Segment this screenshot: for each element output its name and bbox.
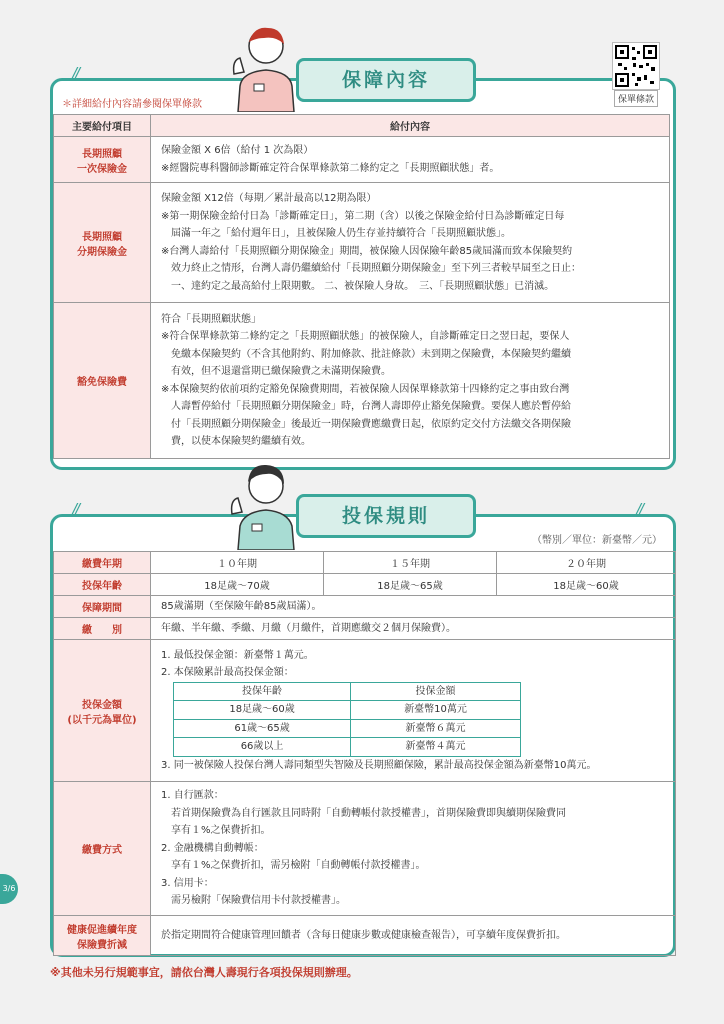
qr-label: 保單條款 (614, 90, 658, 107)
table-row (54, 137, 670, 183)
currency-note: （幣別／單位：新臺幣／元） (532, 535, 662, 546)
row-label: 投保年齡 (54, 574, 151, 596)
qr-code[interactable] (612, 42, 660, 90)
inner-header-amount: 投保金額 (351, 682, 521, 701)
rules-title: 投保規則 (296, 494, 476, 538)
issue-age-15: 18足歲～65歲 (324, 574, 497, 596)
amount-content: 1. 最低投保金額：新臺幣１萬元。 2. 本保險累計最高投保金額： 投保年齡 投保金額 18足歲～60歲 新臺幣10萬元 61歲～65歲 新臺幣６萬元 66歲以上 新臺幣４萬元 3. 同一被保險人投保台灣人壽同類型失智險及長期照顧保險，累計最高投保金額為新臺幣10萬元。 (151, 640, 676, 782)
row-label: 繳費方式 (54, 782, 151, 916)
row-label: 投保金額 (以千元為單位) (54, 640, 151, 782)
row-label: 健康促進續年度 保險費折減 (54, 916, 151, 956)
decor-slash: // (72, 64, 79, 82)
table-row (54, 303, 670, 459)
pay-years-10: １０年期 (151, 552, 324, 574)
max-amount-table (173, 682, 521, 757)
row-label: 繳費年期 (54, 552, 151, 574)
decor-slash: // (636, 500, 643, 518)
col-header-item: 主要給付項目 (54, 115, 151, 137)
inner-header-age: 投保年齡 (174, 682, 351, 701)
issue-age-20: 18足歲～60歲 (497, 574, 676, 596)
decor-slash: // (72, 500, 79, 518)
coverage-note: ＊詳細給付內容請參閱保單條款 (62, 99, 202, 110)
pay-years-15: １５年期 (324, 552, 497, 574)
inner-row: 18足歲～60歲 新臺幣10萬元 (174, 701, 521, 720)
table-row (54, 596, 676, 618)
coverage-table (53, 114, 670, 459)
rules-table (53, 551, 676, 956)
table-row (54, 183, 670, 303)
table-row (54, 552, 676, 574)
payment-method-content: 1. 自行匯款： 若首期保險費為自行匯款且同時附「自動轉帳付款授權書」，首期保險費即與續期保險費同 享有１%之保費折扣。 2. 金融機構自動轉帳： 享有１%之保費折扣，需另檢附「自動轉帳付款授權書」。 3. 信用卡： 需另檢附「保險費信用卡付款授權書」。 (151, 782, 676, 916)
table-row (54, 574, 676, 596)
page-indicator: 3/6 (0, 874, 18, 904)
footer-note: ※其他未另行規範事宜，請依台灣人壽現行各項投保規則辦理。 (50, 966, 358, 979)
inner-row: 66歲以上 新臺幣４萬元 (174, 738, 521, 757)
row-label: 繳 別 (54, 618, 151, 640)
health-discount: 於指定期間符合健康管理回饋者（含每日健康步數或健康檢查報告），可享續年度保費折扣。 (151, 916, 676, 956)
nurse-illustration (224, 16, 296, 112)
qr-code-pattern (613, 43, 659, 89)
row-label: 豁免保險費 (54, 303, 151, 459)
col-header-content: 給付內容 (151, 115, 670, 137)
row-label: 長期照顧 一次保險金 (54, 137, 151, 183)
payment-mode: 年繳、半年繳、季繳、月繳（月繳件，首期應繳交２個月保險費）。 (151, 618, 676, 640)
issue-age-10: 18足歲～70歲 (151, 574, 324, 596)
doctor-illustration (226, 454, 298, 550)
coverage-title: 保障內容 (296, 58, 476, 102)
table-row (54, 618, 676, 640)
table-row (54, 782, 676, 916)
row-label: 長期照顧 分期保險金 (54, 183, 151, 303)
inner-row: 61歲～65歲 新臺幣６萬元 (174, 719, 521, 738)
row-content: 保險金額 X 6倍（給付 1 次為限） ※經醫院專科醫師診斷確定符合保單條款第二條約定之「長期照顧狀態」者。 (151, 137, 670, 183)
row-label: 保障期間 (54, 596, 151, 618)
row-content: 保險金額 X12倍（每期／累計最高以12期為限） ※第一期保險金給付日為「診斷確定日」，第二期（含）以後之保險金給付日為診斷確定日每 屆滿一年之「給付週年日」，且被保險人仍生存並持續符合「長期照顧狀態」。 ※台灣人壽給付「長期照顧分期保險金」期間，被保險人因保險年齡85歲屆滿而致本保險契約 效力終止之情形，台灣人壽仍繼續給付「長期照顧分期保險金」至下列三者較早屆至之日止： 一、達約定之最高給付上限期數。 二、被保險人身故。 三、「長期照顧狀態」已消滅。 (151, 183, 670, 303)
table-row (54, 916, 676, 956)
pay-years-20: ２０年期 (497, 552, 676, 574)
table-row (54, 640, 676, 782)
row-content: 符合「長期照顧狀態」 ※符合保單條款第二條約定之「長期照顧狀態」的被保險人，自診斷確定日之翌日起，要保人 免繳本保險契約（不含其他附約、附加條款、批註條款）未到期之保險費，本保險契約繼續 有效，但不退還當期已繳保險費之未滿期保險費。 ※本保險契約依前項約定豁免保險費期間，若被保險人因保單條款第十四條約定之事由致台灣 人壽暫停給付「長期照顧分期保險金」時，台灣人壽即停止豁免保險費。要保人應於暫停給 付「長期照顧分期保險金」後最近一期保險費應繳費日起，依原約定交付方法繳交各期保險 費，以使本保險契約繼續有效。 (151, 303, 670, 459)
coverage-period: 85歲滿期（至保險年齡85歲屆滿）。 (151, 596, 676, 618)
